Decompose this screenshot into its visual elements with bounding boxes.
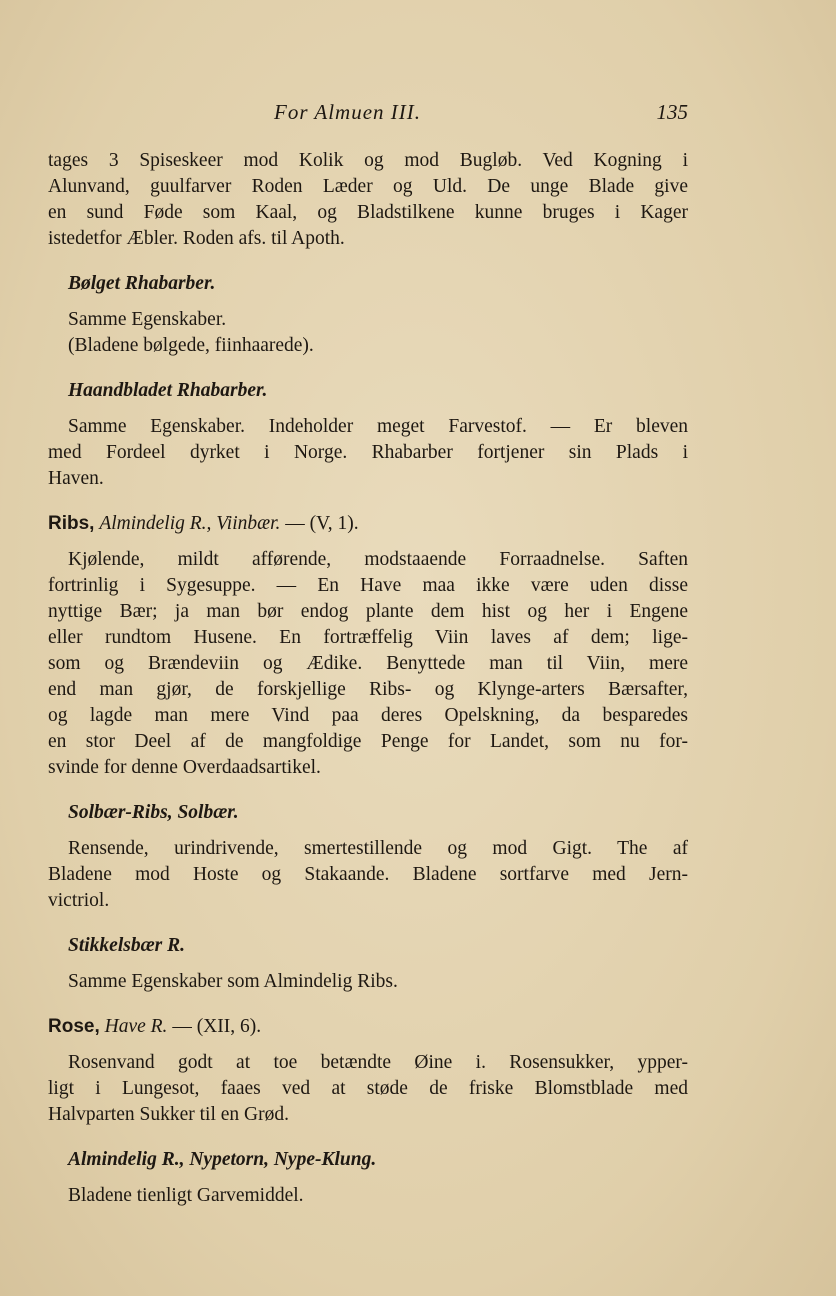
text-line: eller rundtom Husene. En fortræffelig Viin laves af dem; lige- (48, 627, 688, 648)
page-header (48, 100, 688, 130)
text-line: Haven. (48, 468, 104, 489)
text-line: og lagde man mere Vind paa deres Opelskning, da besparedes (48, 705, 688, 726)
text-line: Samme Egenskaber. (68, 309, 227, 330)
text-line: Bladene mod Hoste og Stakaande. Bladene sortfarve med Jern- (48, 864, 688, 885)
text-line: (Bladene bølgede, fiinhaarede). (68, 335, 314, 356)
text-line: Bladene tienligt Garvemiddel. (68, 1185, 304, 1206)
species-heading: Bølget Rhabarber. (68, 273, 216, 294)
text-line: nyttige Bær; ja man bør endog plante dem hist og her i Engene (48, 601, 688, 622)
species-name: Almindelig R., Viinbær. (99, 513, 281, 534)
species-name: Have R. (104, 1016, 168, 1037)
genus-name: Rose, (48, 1016, 100, 1037)
text-line: istedetfor Æbler. Roden afs. til Apoth. (48, 228, 345, 249)
text-line: en sund Føde som Kaal, og Bladstilkene kunne bruges i Kager (48, 202, 688, 223)
linnaean-reference: — (XII, 6). (172, 1016, 262, 1037)
text-line: Halvparten Sukker til en Grød. (48, 1104, 289, 1125)
text-line: Samme Egenskaber som Almindelig Ribs. (68, 971, 398, 992)
species-heading: Almindelig R., Nypetorn, Nype-Klung. (68, 1149, 377, 1170)
text-line: svinde for denne Overdaadsartikel. (48, 757, 321, 778)
species-heading: Stikkelsbær R. (68, 935, 186, 956)
text-line: Rosenvand godt at toe betændte Øine i. Rosensukker, ypper- (68, 1052, 688, 1073)
genus-heading (48, 1014, 688, 1040)
text-line: fortrinlig i Sygesuppe. — En Have maa ikke være uden disse (48, 575, 688, 596)
page-number: 135 (656, 100, 688, 124)
text-line: tages 3 Spiseskeer mod Kolik og mod Bugløb. Ved Kogning i (48, 150, 688, 171)
linnaean-reference: — (V, 1). (285, 513, 359, 534)
running-title: For Almuen III. (274, 100, 421, 124)
text-line: victriol. (48, 890, 110, 911)
text-line: end man gjør, de forskjellige Ribs- og Klynge-arters Bærsafter, (48, 679, 688, 700)
text-line: en stor Deel af de mangfoldige Penge for Landet, som nu for- (48, 731, 688, 752)
text-line: Rensende, urindrivende, smertestillende og mod Gigt. The af (68, 838, 688, 859)
text-line: med Fordeel dyrket i Norge. Rhabarber fortjener sin Plads i (48, 442, 688, 463)
genus-name: Ribs, (48, 513, 95, 534)
text-line: som og Brændeviin og Ædike. Benyttede man til Viin, mere (48, 653, 688, 674)
text-line: Samme Egenskaber. Indeholder meget Farvestof. — Er bleven (68, 416, 688, 437)
text-line: Alunvand, guulfarver Roden Læder og Uld. De unge Blade give (48, 176, 688, 197)
text-line: Kjølende, mildt afførende, modstaaende Forraadnelse. Saften (68, 549, 688, 570)
species-heading: Solbær-Ribs, Solbær. (68, 802, 239, 823)
text-line: ligt i Lungesot, faaes ved at støde de friske Blomstblade med (48, 1078, 688, 1099)
page-body (48, 148, 688, 1209)
genus-heading (48, 511, 688, 537)
species-heading: Haandbladet Rhabarber. (68, 380, 268, 401)
